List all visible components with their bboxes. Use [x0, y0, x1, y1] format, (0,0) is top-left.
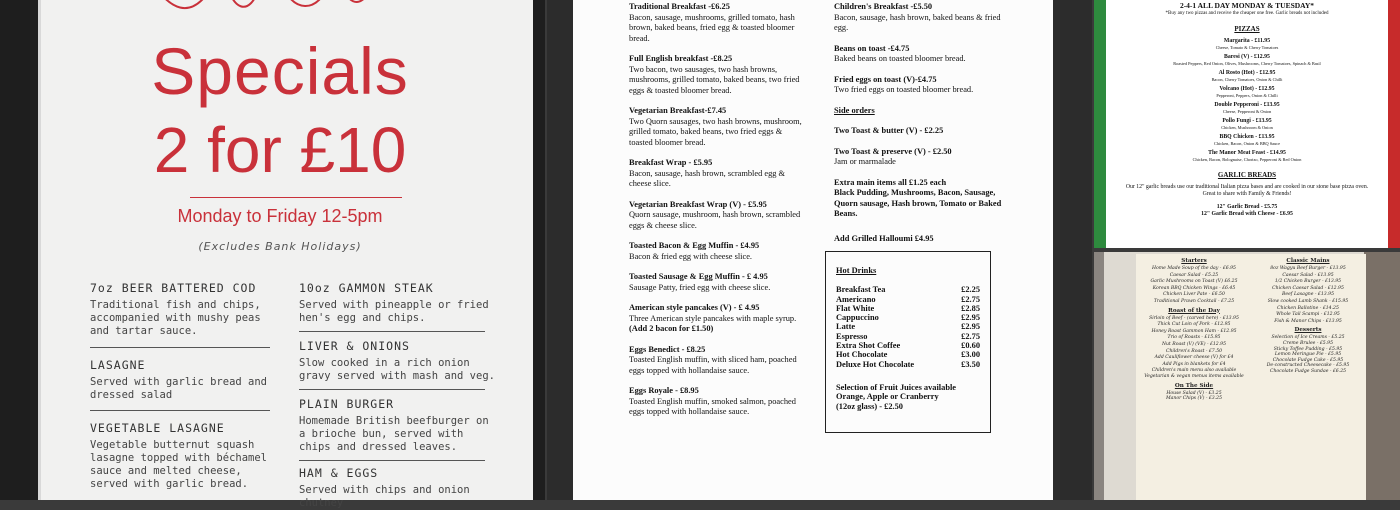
- breakfast-item: [834, 75, 1006, 96]
- item-title: VEGETABLE LASAGNE: [90, 421, 225, 435]
- drink-row: [836, 285, 980, 294]
- specials-item: [90, 281, 280, 338]
- side-order-item: [834, 147, 1006, 168]
- breakfast-item: [629, 106, 807, 148]
- roast-item: Trio of Roasts - £15.95: [1167, 335, 1221, 341]
- side-item: House Salad (V) - £3.25: [1166, 390, 1222, 396]
- halloumi-addon: Add Grilled Halloumi £4.95: [834, 233, 934, 243]
- main-item: Whole Tail Scampi - £12.95: [1276, 312, 1340, 318]
- drink-name: Extra Shot Coffee: [836, 341, 901, 351]
- photo-edge: [1094, 252, 1104, 500]
- classic-mains-heading: Classic Mains: [1286, 258, 1330, 264]
- hot-drinks-heading: Hot Drinks: [836, 266, 877, 275]
- item-extra: (Add 2 bacon for £1.50): [629, 324, 714, 333]
- drink-name: Americano: [836, 294, 876, 304]
- pizza-toppings: Chicken, Bacon, Bolognaise, Chorizo, Pepperoni & Red Onion: [1192, 157, 1302, 162]
- green-stripe: [1094, 0, 1106, 248]
- drink-name: Flat White: [836, 303, 875, 313]
- starter-item: Chicken Liver Pate - £6.50: [1163, 292, 1225, 298]
- item-description: Homemade British beefburger on a brioche bun, served with chips and dressed leaves.: [299, 415, 489, 453]
- item-description: Bacon, sausage, hash brown, baked beans & fried egg.: [834, 12, 1001, 32]
- main-item: 1/2 Chicken Burger - £13.95: [1274, 279, 1342, 285]
- drink-price: £3.00: [961, 350, 980, 360]
- extra-items-price: Extra main items all £1.25 each: [834, 177, 947, 187]
- breakfast-item: [629, 200, 807, 232]
- item-description: Vegetable butternut squash lasagne topped with béchamel sauce and melted cheese, served with garlic bread.: [90, 439, 268, 490]
- item-name: Eggs Benedict - £8.25: [629, 344, 706, 354]
- item-description: Two fried eggs on toasted bloomer bread.: [834, 85, 974, 94]
- pizza-offer-subtitle: *Buy any two pizzas and receive the cheaper one free. Garlic breads not included: [1165, 11, 1329, 16]
- pizza-menu-content: [1108, 0, 1386, 218]
- item-name: American style pancakes (V) - £ 4.95: [629, 303, 760, 312]
- breakfast-item: [629, 303, 807, 335]
- main-item: Chicken Ballotine - £14.25: [1277, 305, 1339, 311]
- juice-line: Selection of Fruit Juices available: [836, 382, 957, 392]
- drink-row: [836, 322, 980, 331]
- roast-item: Honey Roast Gammon Ham - £12.95: [1151, 328, 1237, 334]
- breakfast-right-column: [834, 2, 1006, 254]
- item-name: Eggs Royale - £8.95: [629, 386, 699, 395]
- breakfast-item: [834, 2, 1006, 34]
- hot-drinks-box: [825, 251, 991, 433]
- roast-item: Add Pigs in blankets for £4: [1162, 361, 1226, 367]
- item-description: Two Quorn sausages, two hash browns, mushroom, grilled tomato, baked beans, two fried eggs & toasted bloomer bread.: [629, 116, 802, 147]
- item-name: Beans on toast -£4.75: [834, 43, 910, 53]
- desserts-heading: Desserts: [1294, 327, 1322, 334]
- breakfast-left-column: [629, 2, 807, 428]
- item-description: Bacon, sausage, mushrooms, grilled tomato, hash brown, baked beans, fried egg & toasted bloomer bread.: [629, 12, 795, 43]
- item-name: Breakfast Wrap - £5.95: [629, 158, 713, 167]
- item-description: Toasted English muffin, smoked salmon, poached eggs topped with hollandaise sauce.: [629, 396, 796, 416]
- drink-name: Hot Chocolate: [836, 350, 888, 360]
- specials-item: [299, 339, 499, 383]
- drink-price: £3.50: [961, 359, 980, 369]
- item-description: Jam or marmalade: [834, 157, 896, 166]
- pizza-name: Al Rosto (Hot) - £12.95: [1218, 70, 1276, 76]
- breakfast-item: [629, 272, 807, 293]
- item-name: Toasted Sausage & Egg Muffin - £ 4.95: [629, 272, 768, 281]
- item-title: LASAGNE: [90, 358, 146, 372]
- item-title: HAM & EGGS: [299, 466, 379, 480]
- item-name: Traditional Breakfast -£6.25: [629, 2, 730, 11]
- item-title: PLAIN BURGER: [299, 397, 395, 411]
- specials-item: [299, 466, 499, 510]
- starter-item: Garlic Mushrooms on Toast (V) £6.25: [1150, 279, 1238, 285]
- item-title: LIVER & ONIONS: [299, 339, 410, 353]
- starter-item: Home Made Soup of the day - £6.95: [1152, 266, 1236, 271]
- item-divider: [299, 389, 485, 390]
- breakfast-item: [629, 241, 807, 262]
- dinner-menu-photo: [1094, 252, 1400, 500]
- dessert-item: Creme Brulee - £5.95: [1282, 340, 1334, 346]
- garlic-bread-item: 12" Garlic Bread with Cheese - £6.95: [1201, 211, 1293, 217]
- on-the-side-heading: On The Side: [1174, 382, 1214, 389]
- main-item: Beef Lasagne - £13.95: [1281, 292, 1335, 298]
- kids-note: Children's main menu also available: [1151, 368, 1237, 374]
- item-description: Toasted English muffin, with sliced ham, poached eggs topped with hollandaise sauce.: [629, 355, 797, 375]
- starter-item: Caesar Salad - £5.25: [1169, 272, 1219, 278]
- item-description: Baked beans on toasted bloomer bread.: [834, 54, 966, 63]
- roast-heading: Roast of the Day: [1168, 307, 1220, 314]
- veg-note: Vegetarian & vegan menus items available: [1144, 373, 1244, 379]
- breakfast-item: [629, 158, 807, 190]
- item-name: Children's Breakfast -£5.50: [834, 2, 933, 11]
- garlic-breads-description: Our 12" garlic breads use our traditional Italian pizza bases and are cooked in our stone base pizza oven. Great to share with Family & Friends!: [1125, 184, 1369, 197]
- item-name: Vegetarian Breakfast Wrap (V) - £5.95: [629, 199, 767, 209]
- specials-item: [90, 358, 280, 402]
- dessert-item: Sticky Toffee Pudding - £5.95: [1273, 346, 1343, 352]
- item-title: 10oz GAMMON STEAK: [299, 281, 434, 295]
- drink-price: £0.60: [961, 341, 980, 351]
- item-title: 7oz BEER BATTERED COD: [90, 281, 257, 295]
- item-description: Traditional fish and chips, accompanied with mushy peas and tartar sauce.: [90, 299, 261, 337]
- drink-name: Deluxe Hot Chocolate: [836, 359, 915, 369]
- dessert-item: Lemon Meringue Pie - £5.95: [1274, 352, 1342, 358]
- drink-price: £2.95: [961, 322, 980, 332]
- specials-item: [90, 421, 280, 491]
- item-description: Bacon & fried egg with cheese slice.: [629, 251, 753, 261]
- specials-price: 2 for £10: [153, 114, 407, 186]
- breakfast-item: [629, 386, 807, 418]
- breakfast-item: [834, 44, 1006, 65]
- item-description: Slow cooked in a rich onion gravy served with mash and veg.: [299, 357, 495, 382]
- dinner-left-column: [1140, 255, 1248, 402]
- roast-item: Sirloin of Beef - (carved here) - £13.95: [1149, 315, 1239, 321]
- juice-line: (12oz glass) - £2.50: [836, 401, 903, 411]
- pizza-name: Volcano (Hot) - £12.95: [1219, 86, 1275, 92]
- item-description: Quorn sausage, mushroom, hash brown, scrambled eggs & cheese slice.: [629, 210, 801, 230]
- extra-items: [834, 178, 1006, 220]
- drink-name: Cappuccino: [836, 313, 879, 323]
- drink-price: £2.75: [961, 294, 980, 304]
- drink-row: [836, 313, 980, 322]
- breakfast-item: [629, 2, 807, 44]
- garlic-breads-heading: GARLIC BREADS: [1217, 171, 1277, 179]
- pizza-toppings: Cheese, Pepperoni & Onion: [1222, 109, 1272, 114]
- starter-item: Korean BBQ Chicken Wings - £6.45: [1152, 285, 1236, 291]
- dessert-item: De-constructed Cheesecake - £5.95: [1266, 363, 1350, 369]
- breakfast-item: [629, 54, 807, 96]
- drink-row: [836, 332, 980, 341]
- pizza-toppings: Pepperoni, Peppers, Onion & Chilli: [1216, 93, 1278, 98]
- drink-row: [836, 341, 980, 350]
- specials-board-photo: [0, 0, 545, 509]
- drink-row: [836, 360, 980, 369]
- photo-edge: [1364, 252, 1400, 500]
- item-description: Served with garlic bread and dressed salad: [90, 376, 268, 401]
- item-description: Two bacon, two sausages, two hash browns, mushrooms, grilled tomato, baked beans, two fried eggs & toasted bloomer bread.: [629, 64, 800, 95]
- item-name: Full English breakfast -£8.25: [629, 54, 733, 63]
- roast-item: Children's Roast - £7.50: [1165, 348, 1223, 354]
- roast-item: Thick Cut Loin of Pork - £12.95: [1157, 322, 1231, 328]
- breakfast-item: [629, 345, 807, 377]
- pizza-offer-title: 2-4-1 ALL DAY MONDAY & TUESDAY*: [1179, 1, 1315, 10]
- drink-row: [836, 295, 980, 304]
- specials-exclusions: (Excludes Bank Holidays): [198, 240, 362, 253]
- specials-availability: Monday to Friday 12-5pm: [177, 206, 383, 226]
- pizza-menu-photo: [1094, 0, 1400, 248]
- starters-heading: Starters: [1181, 258, 1207, 264]
- script-lettering-decoration: [130, 0, 380, 30]
- dessert-item: Chocolate Fudge Sundae - £6.25: [1269, 368, 1347, 374]
- drink-price: £2.85: [961, 303, 980, 313]
- drink-price: £2.25: [961, 285, 980, 295]
- dinner-right-column: [1254, 255, 1362, 375]
- specials-title: Specials: [151, 34, 409, 108]
- main-item: Chicken Caesar Salad - £12.95: [1272, 285, 1344, 291]
- item-divider: [299, 460, 485, 461]
- drink-name: Espresso: [836, 331, 868, 341]
- item-divider: [299, 331, 485, 332]
- drink-price: £2.95: [961, 313, 980, 323]
- red-stripe: [1388, 0, 1400, 248]
- specials-item: [299, 281, 499, 325]
- breakfast-menu-photo: [547, 0, 1092, 500]
- pizza-toppings: Chicken, Bacon, Onion & BBQ Sauce: [1214, 141, 1280, 146]
- item-divider: [90, 410, 270, 411]
- pizza-toppings: Chicken, Mushroom & Onion: [1221, 125, 1273, 130]
- dessert-item: Selection of Ice Creams - £5.25: [1271, 335, 1345, 341]
- roast-item: Add Cauliflower cheese (V) for £4: [1154, 355, 1234, 361]
- dessert-item: Chocolate Fudge Cake - £5.95: [1272, 357, 1344, 363]
- item-name: Vegetarian Breakfast-£7.45: [629, 106, 727, 115]
- pizzas-heading: PIZZAS: [1234, 25, 1260, 33]
- pizza-toppings: Cheese, Tomato & Cherry Tomatoes: [1215, 45, 1279, 50]
- pizza-name: Baresi (V) - £12.95: [1224, 54, 1270, 60]
- item-name: Toasted Bacon & Egg Muffin - £4.95: [629, 241, 760, 250]
- drink-row: [836, 350, 980, 359]
- pizza-name: The Manor Meat Feast - £14.95: [1208, 150, 1286, 156]
- title-divider: [190, 197, 402, 198]
- drink-price: £2.75: [961, 331, 980, 341]
- garlic-bread-item: 12" Garlic Bread - £5.75: [1216, 204, 1278, 210]
- pizza-name: BBQ Chicken - £13.95: [1219, 134, 1275, 140]
- juice-info: [836, 383, 980, 411]
- pizza-name: Margarita - £11.95: [1223, 38, 1271, 44]
- roast-item: Nut Roast (V) (VE) - £12.95: [1161, 341, 1227, 347]
- starter-item: Traditional Prawn Cocktail - £7.25: [1153, 298, 1235, 304]
- main-item: 8oz Wagyu Beef Burger - £13.95: [1270, 266, 1346, 271]
- item-description: Bacon, sausage, hash brown, scrambled egg & cheese slice.: [629, 168, 786, 188]
- item-name: Fried eggs on toast (V)-£4.75: [834, 74, 937, 84]
- main-item: Fish & Manor Chips - £13.95: [1274, 318, 1342, 324]
- item-divider: [90, 347, 270, 348]
- specials-item: [299, 397, 499, 454]
- item-description: Three American style pancakes with maple syrup.: [629, 313, 797, 323]
- side-orders-heading: Side orders: [834, 105, 875, 115]
- side-order-item: [834, 126, 1006, 137]
- drink-name: Latte: [836, 322, 856, 332]
- extra-items-list: Black Pudding, Mushrooms, Bacon, Sausage, Quorn sausage, Hash brown, Tomato or Baked Beans.: [834, 188, 1002, 218]
- side-item: Manor Chips (V) - £3.25: [1165, 396, 1223, 402]
- main-item: Caesar Salad - £13.95: [1282, 272, 1334, 278]
- item-name: Two Toast & butter (V) - £2.25: [834, 126, 944, 135]
- pizza-name: Double Pepperoni - £13.95: [1214, 102, 1280, 108]
- juice-line: Orange, Apple or Cranberry: [836, 392, 939, 402]
- item-description: Served with pineapple or fried hen's egg and chips.: [299, 299, 489, 324]
- item-description: Sausage Patty, fried egg with cheese slice.: [629, 282, 771, 292]
- item-name: Two Toast & preserve (V) - £2.50: [834, 146, 952, 156]
- main-item: Slow cooked Lamb Shank - £15.95: [1267, 298, 1349, 304]
- pizza-name: Pollo Fungi - £13.95: [1222, 118, 1272, 124]
- drink-name: Breakfast Tea: [836, 285, 886, 295]
- item-description: Served with chips and onion chutney: [299, 484, 470, 509]
- pizza-toppings: Bacon, Cherry Tomatoes, Onion & Chilli: [1211, 77, 1283, 82]
- drink-row: [836, 304, 980, 313]
- pizza-toppings: Roasted Peppers, Red Onion, Olives, Mushrooms, Cherry Tomatoes, Spinach & Basil: [1173, 61, 1321, 66]
